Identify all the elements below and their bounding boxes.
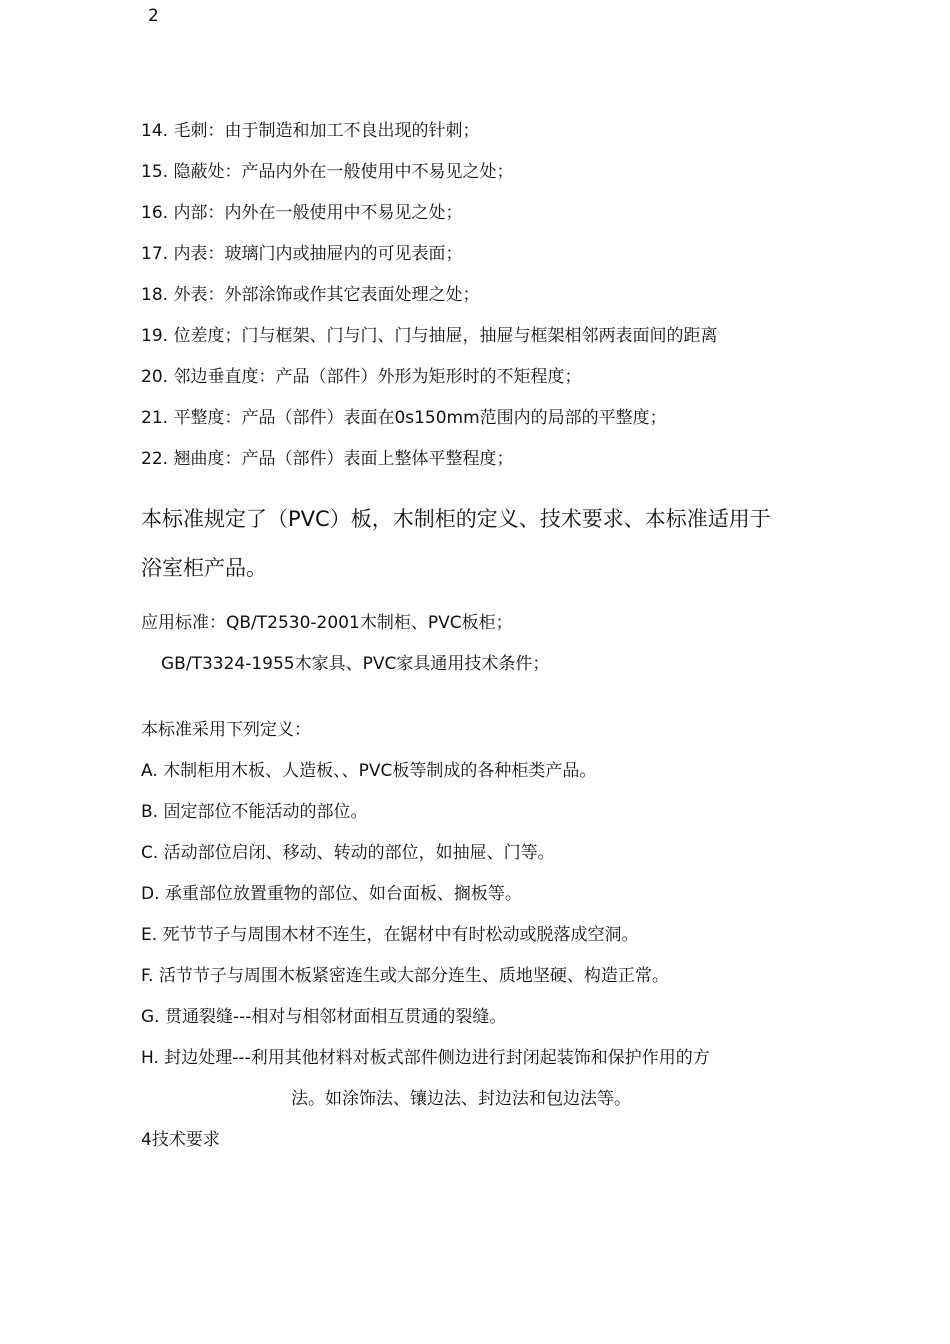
term-f: F. 活节节子与周围木板紧密连生或大部分连生、质地坚硬、构造正常。 — [141, 966, 669, 986]
intro-line-1: 本标准规定了（PVC）板，木制柜的定义、技术要求、本标准适用于 — [141, 507, 771, 531]
definition-20: 20. 邻边垂直度：产品（部件）外形为矩形时的不矩程度； — [141, 367, 582, 387]
term-h: H. 封边处理---利用其他材料对板式部件侧边进行封闭起装饰和保护作用的方 — [141, 1048, 710, 1068]
page-number: 2 — [148, 6, 159, 26]
definition-15: 15. 隐蔽处：产品内外在一般使用中不易见之处； — [141, 162, 514, 182]
term-a: A. 木制柜用木板、人造板、、PVC板等制成的各种柜类产品。 — [141, 761, 597, 781]
intro-line-2: 浴室柜产品。 — [141, 556, 267, 580]
term-e: E. 死节节子与周围木材不连生，在锯材中有时松动或脱落成空洞。 — [141, 925, 639, 945]
definition-17: 17. 内表：玻璃门内或抽屉内的可见表面； — [141, 244, 463, 264]
term-d: D. 承重部位放置重物的部位、如台面板、搁板等。 — [141, 884, 522, 904]
term-c: C. 活动部位启闭、移动、转动的部位，如抽屉、门等。 — [141, 843, 555, 863]
term-b: B. 固定部位不能活动的部位。 — [141, 802, 368, 822]
section-heading: 4技术要求 — [141, 1130, 220, 1150]
definition-19: 19. 位差度；门与框架、门与门、门与抽屉，抽屉与框架相邻两表面间的距离 — [141, 326, 718, 346]
definition-16: 16. 内部：内外在一般使用中不易见之处； — [141, 203, 463, 223]
definition-21: 21. 平整度：产品（部件）表面在0s150mm范围内的局部的平整度； — [141, 408, 667, 428]
applied-standards-2: GB/T3324-1955木家具、PVC家具通用技术条件； — [161, 654, 550, 674]
definition-18: 18. 外表：外部涂饰或作其它表面处理之处； — [141, 285, 480, 305]
term-g: G. 贯通裂缝---相对与相邻材面相互贯通的裂缝。 — [141, 1007, 507, 1027]
terms-heading: 本标准采用下列定义： — [141, 720, 311, 740]
term-h-continuation: 法。如涂饰法、镶边法、封边法和包边法等。 — [291, 1089, 631, 1109]
definition-22: 22. 翘曲度：产品（部件）表面上整体平整程度； — [141, 449, 514, 469]
definition-14: 14. 毛刺：由于制造和加工不良出现的针刺； — [141, 121, 480, 141]
applied-standards-1: 应用标准：QB/T2530-2001木制柜、PVC板柜； — [141, 613, 513, 633]
